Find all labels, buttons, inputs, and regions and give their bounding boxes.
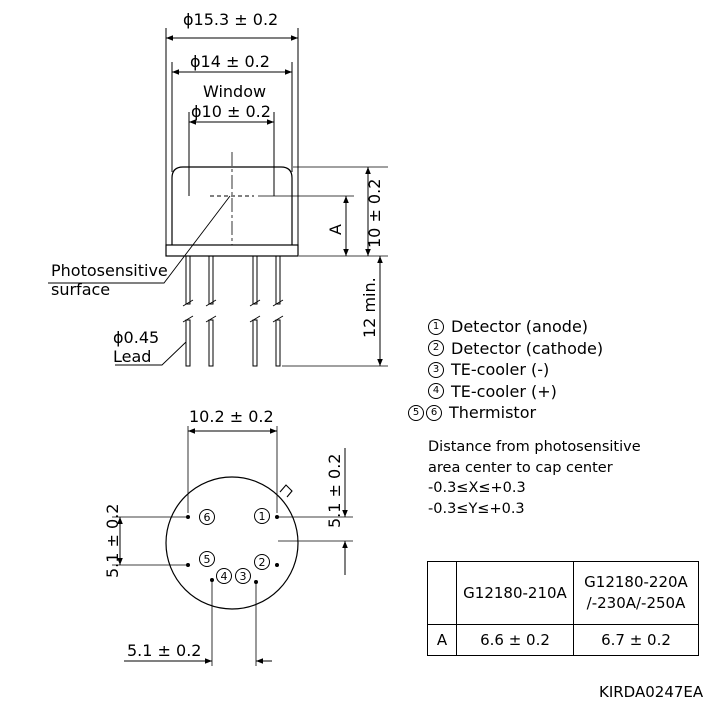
legend-num-5: 5	[408, 405, 424, 421]
note-line: Distance from photosensitive	[428, 439, 641, 455]
side-view	[48, 28, 388, 366]
note-line: area center to cap center	[428, 459, 613, 476]
window-dim-label: ϕ10 ± 0.2	[191, 102, 271, 121]
pin-circle-dim-label: 10.2 ± 0.2	[189, 407, 274, 426]
legend-item	[428, 381, 603, 403]
table-row-label: A	[428, 625, 457, 656]
pin-3-number: 3	[239, 570, 247, 583]
table-cell: 6.6 ± 0.2	[457, 625, 574, 656]
table-header-line: G12180-220A	[584, 573, 688, 591]
legend-item	[408, 402, 603, 424]
lead-diameter-label: ϕ0.45	[113, 328, 160, 347]
outer-dim-label: ϕ15.3 ± 0.2	[183, 10, 279, 29]
header-outline	[166, 477, 298, 609]
bottom-dim-label: 5.1 ± 0.2	[127, 641, 202, 660]
table-row	[428, 625, 699, 656]
table-header-cell	[574, 562, 699, 625]
height-dim-label: 10 ± 0.2	[365, 178, 384, 248]
legend-item	[428, 316, 603, 338]
legend-num-1: 1	[428, 319, 444, 335]
legend-label-2: Detector (cathode)	[451, 338, 604, 358]
photosensitive-label-line1: Photosensitive	[51, 261, 168, 280]
legend-num-4: 4	[428, 383, 444, 399]
index-tab	[280, 485, 292, 497]
lead-label: Lead	[113, 347, 152, 366]
table-corner-cell	[428, 562, 457, 625]
left-dim-label: 5.1 ± 0.2	[103, 503, 122, 578]
leads-upper	[186, 256, 280, 304]
right-dim-label: 5.1 ± 0.2	[325, 453, 344, 528]
note-line: -0.3≤Y≤+0.3	[428, 500, 525, 517]
pin-5-number: 5	[203, 553, 211, 566]
drawing-code: KIRDA0247EA	[599, 683, 704, 701]
table-header-row	[428, 562, 699, 625]
cap-dim-label: ϕ14 ± 0.2	[190, 52, 270, 71]
lead-length-label: 12 min.	[360, 277, 379, 338]
dimension-a-table	[427, 561, 699, 656]
pin-6-number: 6	[203, 511, 211, 524]
legend-label-3: TE-cooler (-)	[451, 360, 550, 379]
table-cell: 6.7 ± 0.2	[574, 625, 699, 656]
legend-label-4: TE-cooler (+)	[451, 381, 557, 401]
legend-item	[428, 338, 603, 360]
pin-legend	[412, 316, 604, 424]
legend-label-56: Thermistor	[449, 403, 537, 422]
bottom-view	[112, 426, 353, 666]
leads-lower	[186, 320, 280, 366]
table-header-cell: G12180-210A	[457, 562, 574, 625]
a-dim-label: A	[326, 224, 345, 235]
photosensitive-label-line2: surface	[51, 280, 111, 299]
pin-4-number: 4	[220, 570, 228, 583]
legend-num-6: 6	[426, 405, 442, 421]
legend-label-1: Detector (anode)	[451, 317, 589, 336]
window-label: Window	[203, 82, 267, 101]
pin-2-number: 2	[258, 556, 266, 569]
pin-dots	[186, 515, 279, 584]
center-distance-note	[428, 437, 641, 519]
legend-num-3: 3	[428, 362, 444, 378]
pin-1-number: 1	[258, 510, 266, 523]
note-line: -0.3≤X≤+0.3	[428, 480, 526, 496]
legend-item	[428, 359, 603, 381]
legend-num-2: 2	[428, 340, 444, 356]
table-header-line: /-230A/-250A	[586, 594, 686, 612]
